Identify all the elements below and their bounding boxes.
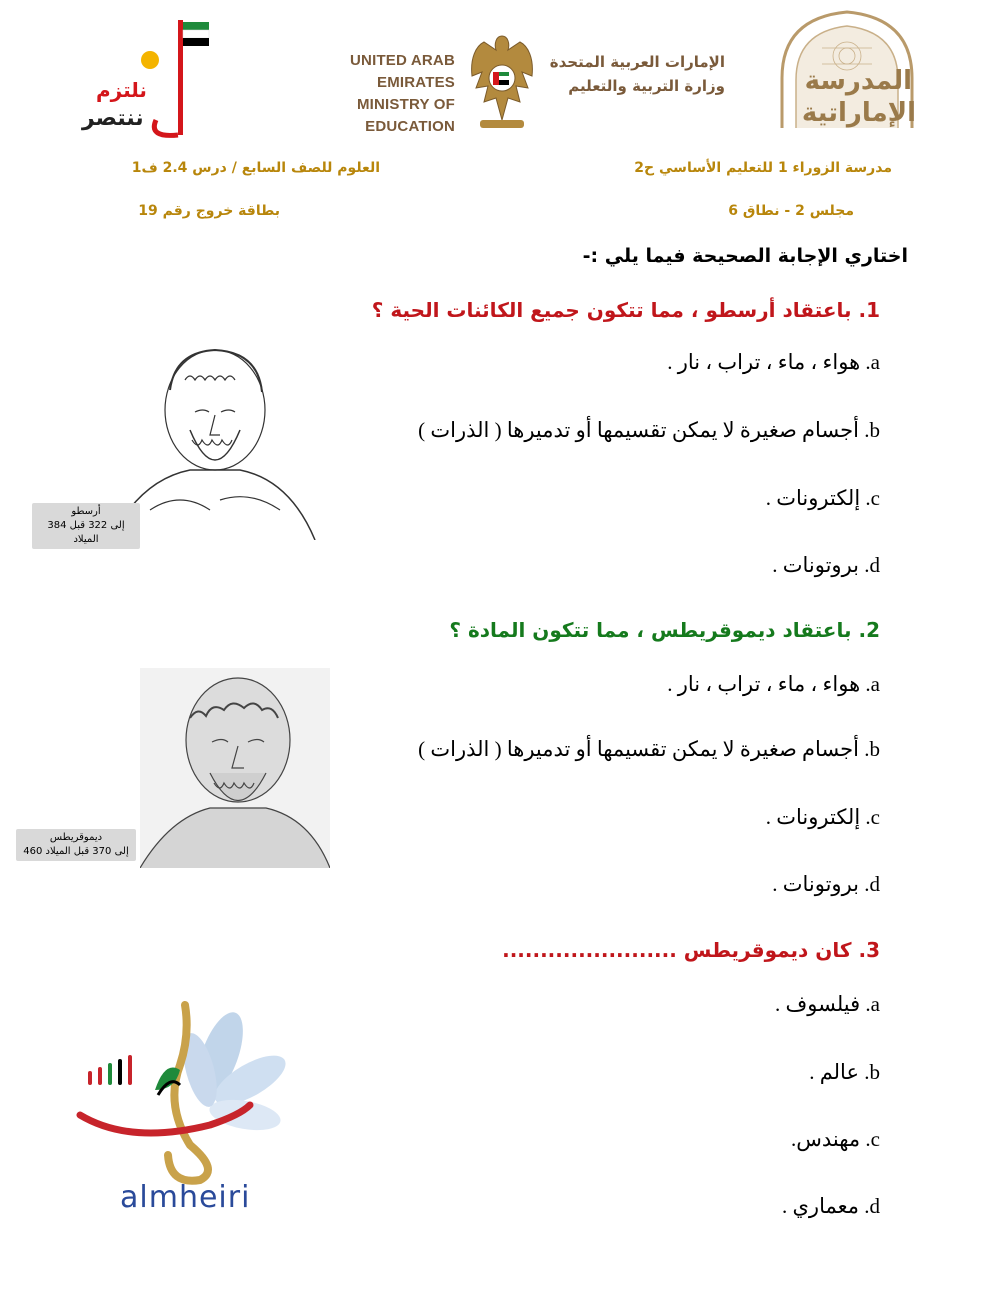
calligraphy-flower-icon: [70, 995, 290, 1185]
subject-label: العلوم للصف السابع / درس 2.4 ف1: [131, 160, 380, 176]
ministry-english: [270, 50, 455, 138]
ministry-arabic: [545, 50, 725, 98]
q1-option-c[interactable]: [766, 486, 880, 511]
option-text: هواء ، ماء ، تراب ، نار .: [667, 350, 861, 374]
commit-win-logo: [78, 10, 218, 145]
aristotle-caption: [32, 503, 140, 549]
option-text: أجسام صغيرة لا يمكن تقسيمها أو تدميرها ( الذرات ): [418, 737, 859, 761]
option-text: معماري .: [782, 1194, 859, 1218]
option-letter: d.: [864, 1194, 880, 1218]
ministry-ar-line2: وزارة التربية والتعليم: [568, 77, 725, 95]
slogan-line2: ننتصر: [82, 106, 144, 131]
option-text: مهندس.: [790, 1127, 861, 1151]
option-letter: b.: [864, 737, 880, 761]
question-2-number: 2.: [858, 618, 880, 642]
q1-option-b[interactable]: [418, 418, 880, 443]
instructions: اختاري الإجابة الصحيحة فيما يلي :-: [582, 245, 908, 267]
ministry-en-line1: UNITED ARAB EMIRATES: [350, 52, 455, 91]
option-letter: a.: [865, 992, 880, 1016]
q2-option-d[interactable]: [772, 872, 880, 897]
option-text: إلكترونات .: [765, 805, 861, 829]
democritus-portrait: [140, 668, 330, 868]
exit-card-label: بطاقة خروج رقم 19: [138, 203, 280, 219]
option-text: أجسام صغيرة لا يمكن تقسيمها أو تدميرها ( الذرات ): [418, 418, 859, 442]
option-letter: c.: [865, 486, 880, 510]
option-text: هواء ، ماء ، تراب ، نار .: [667, 672, 861, 696]
option-text: عالم .: [809, 1060, 859, 1084]
question-3: [502, 938, 880, 962]
option-letter: c.: [865, 805, 880, 829]
question-2: [449, 618, 880, 642]
aristotle-dates: 384 إلى 322 قبل الميلاد: [47, 520, 125, 545]
slogan-line1: نلتزم: [96, 78, 147, 102]
q3-option-d[interactable]: [782, 1194, 880, 1219]
question-3-text: كان ديموقريطس .......................: [502, 938, 852, 962]
option-letter: b.: [864, 418, 880, 442]
q2-option-a[interactable]: [667, 672, 880, 697]
school-logo-line2: الإماراتية: [801, 98, 916, 128]
option-text: بروتونات .: [772, 553, 859, 577]
ministry-en-line2: MINISTRY OF EDUCATION: [356, 96, 455, 135]
question-1: [372, 298, 880, 322]
q1-option-a[interactable]: [667, 350, 880, 375]
question-2-text: باعتقاد ديموقريطس ، مما تتكون المادة ؟: [449, 618, 852, 642]
option-text: إلكترونات .: [765, 486, 861, 510]
aristotle-name: أرسطو: [71, 506, 101, 517]
democritus-bust-icon: [140, 668, 330, 868]
option-text: فيلسوف .: [774, 992, 861, 1016]
democritus-dates: 460 إلى 370 قبل الميلاد: [23, 846, 129, 857]
emirati-school-logo: [762, 8, 932, 133]
region-label: مجلس 2 - نطاق 6: [728, 203, 854, 219]
option-letter: b.: [864, 1060, 880, 1084]
q3-option-c[interactable]: [791, 1127, 880, 1152]
option-letter: d.: [864, 872, 880, 896]
almheiri-wordmark: almheiri: [120, 1180, 251, 1215]
question-3-number: 3.: [858, 938, 880, 962]
option-letter: a.: [865, 672, 880, 696]
ministry-ar-line1: الإمارات العربية المتحدة: [549, 53, 725, 71]
q3-option-b[interactable]: [809, 1060, 880, 1085]
question-1-number: 1.: [858, 298, 880, 322]
uae-emblem-icon: [466, 28, 538, 132]
q2-option-b[interactable]: [418, 737, 880, 762]
q2-option-c[interactable]: [766, 805, 880, 830]
question-1-text: باعتقاد أرسطو ، مما تتكون جميع الكائنات الحية ؟: [371, 298, 852, 322]
option-text: بروتونات .: [772, 872, 859, 896]
q1-option-d[interactable]: [772, 553, 880, 578]
option-letter: a.: [865, 350, 880, 374]
school-name: مدرسة الزوراء 1 للتعليم الأساسي ح2: [634, 160, 892, 176]
democritus-caption: [16, 829, 136, 861]
option-letter: c.: [865, 1127, 880, 1151]
q3-option-a[interactable]: [775, 992, 880, 1017]
democritus-name: ديموقريطس: [49, 832, 103, 843]
option-letter: d.: [864, 553, 880, 577]
school-logo-line1: المدرسة: [804, 66, 912, 96]
